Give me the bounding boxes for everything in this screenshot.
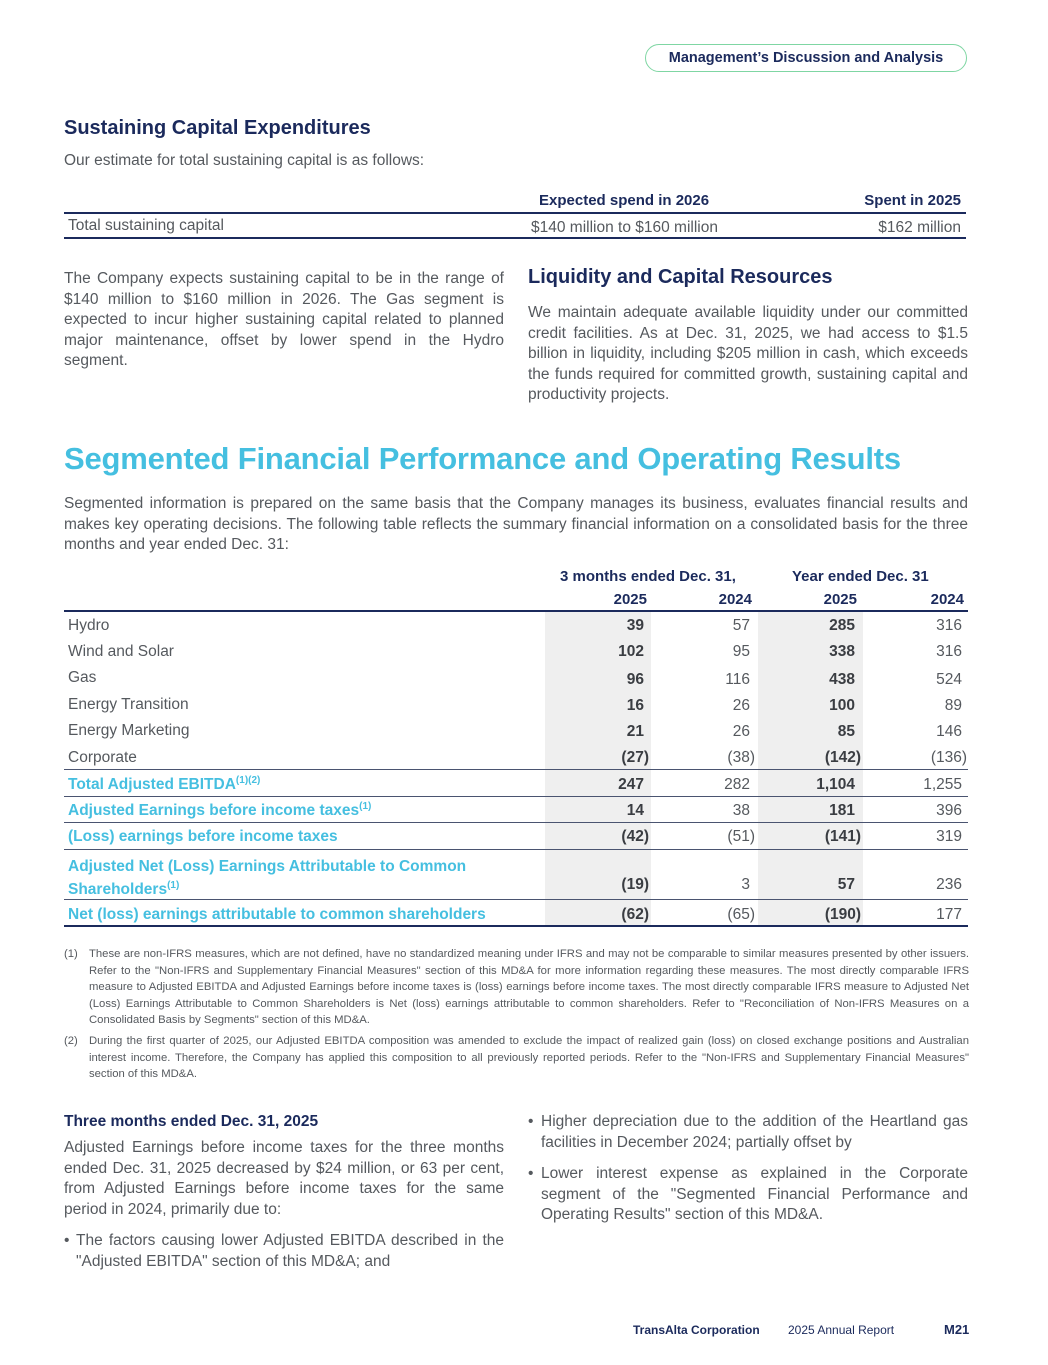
value-y2024: 1,255	[923, 776, 962, 793]
rule-after-adj-net	[64, 899, 968, 900]
value-y2024: 524	[936, 671, 962, 688]
sustaining-capital-intro: Our estimate for total sustaining capital is as follows:	[64, 152, 425, 169]
footnote-1-text: These are non-IFRS measures, which are not defined, have no standardized meaning under IFRS and may not be comparable to similar measures presented by other issuers. Refer to the "Non-IFRS and Supplementary Financial Measures" section of this MD&A for more information regarding these measures. The most directly comparable IFRS measure to Adjusted EBITDA and Adjusted Earnings before income taxes is (loss) earnings before income taxes. The most directly comparable IFRS measure to Adjusted Net (Loss) Earnings Attributable to Common Shareholders is Net (loss) earnings attributable to common shareholders. Refer to "Reconciliation of Non-IFRS Measures on a Consolidated Basis by Segments" section of this MD&A.	[89, 948, 969, 1026]
group-header-three-months: 3 months ended Dec. 31,	[560, 568, 736, 585]
three-months-body: Adjusted Earnings before income taxes for the three months ended Dec. 31, 2025 decreased by $24 million, or 63 per cent, from Adjusted Earnings before income taxes for the same period in 2024, primarily due to:	[64, 1139, 504, 1218]
value-q2025: 39	[626, 617, 644, 634]
row-label: Energy Marketing	[68, 722, 190, 739]
value-q2025: (27)	[621, 749, 649, 766]
footer-page-number: M21	[944, 1322, 970, 1337]
sustaining-row-spent: $162 million	[878, 219, 961, 236]
value-y2024: 146	[936, 723, 962, 740]
label-line-1: Adjusted Net (Loss) Earnings Attributable to Common	[68, 858, 467, 875]
bullet-dot: •	[64, 1232, 70, 1249]
segmented-title: Segmented Financial Performance and Operating Results	[64, 441, 901, 476]
footnote-ref: (1)	[359, 801, 372, 812]
value-q2025: 247	[618, 776, 644, 793]
value-q2025: 16	[626, 697, 644, 714]
bullet-dot: •	[528, 1165, 534, 1182]
row-label: Gas	[68, 669, 97, 686]
value-q2025: 14	[626, 802, 644, 819]
row-label: (Loss) earnings before income taxes	[68, 828, 338, 845]
row-label: Wind and Solar	[68, 643, 174, 660]
rule-before-total	[64, 769, 968, 770]
value-q2024: (65)	[727, 906, 755, 923]
right-bullet-2: Lower interest expense as explained in the Corporate segment of the "Segmented Financial Performance and Operating Results" section of this MD&A.	[541, 1165, 968, 1223]
row-label	[68, 775, 260, 794]
value-y2025: (190)	[824, 906, 861, 923]
value-q2024: 3	[741, 876, 750, 893]
row-label	[68, 857, 466, 899]
year-header-y2025: 2025	[823, 591, 857, 608]
value-q2024: 116	[725, 671, 750, 688]
value-q2025: 102	[618, 643, 644, 660]
segmented-table-top-rule	[64, 610, 968, 612]
value-q2024: (38)	[727, 749, 755, 766]
footnote-1-mark: (1)	[64, 948, 78, 960]
sustaining-row-expected: $140 million to $160 million	[531, 219, 718, 236]
value-q2025: (62)	[621, 906, 649, 923]
section-header-pill: Management’s Discussion and Analysis	[645, 44, 967, 72]
value-q2024: 38	[732, 802, 750, 819]
value-y2025: 181	[829, 802, 855, 819]
value-y2025: 57	[837, 876, 855, 893]
rule-after-total	[64, 796, 968, 797]
row-label: Energy Transition	[68, 696, 189, 713]
year-header-y2024: 2024	[930, 591, 964, 608]
col-expected-spend: Expected spend in 2026	[539, 192, 710, 209]
liquidity-title: Liquidity and Capital Resources	[528, 266, 833, 288]
year-header-q2024: 2024	[718, 591, 752, 608]
label-text: Total Adjusted EBITDA	[68, 776, 236, 794]
value-q2024: 282	[724, 776, 750, 793]
footer-report: 2025 Annual Report	[788, 1323, 895, 1337]
label-text: Adjusted Earnings before income taxes	[68, 802, 360, 820]
bullet-dot: •	[528, 1113, 534, 1130]
group-header-year: Year ended Dec. 31	[792, 568, 929, 585]
row-label: Hydro	[68, 617, 110, 634]
value-q2025: (19)	[621, 876, 649, 893]
sustaining-table-top-rule	[64, 212, 966, 214]
sustaining-table-bottom-rule	[64, 237, 966, 239]
sustaining-capital-title: Sustaining Capital Expenditures	[64, 117, 371, 139]
value-q2024: 95	[732, 643, 750, 660]
value-y2024: 89	[944, 697, 962, 714]
value-y2025: 100	[829, 697, 855, 714]
value-q2024: 57	[732, 617, 750, 634]
year-header-q2025: 2025	[613, 591, 647, 608]
row-label: Net (loss) earnings attributable to common shareholders	[68, 906, 486, 923]
value-y2025: 438	[829, 671, 855, 688]
value-y2024: 177	[936, 906, 962, 923]
footnote-ref: (1)(2)	[235, 775, 261, 786]
right-bullet-1: Higher depreciation due to the addition of the Heartland gas facilities in December 2024; partially offset by	[541, 1113, 968, 1151]
sustaining-row-label: Total sustaining capital	[68, 217, 224, 234]
rule-after-loss-earnings	[64, 849, 968, 850]
rule-after-adj-earnings	[64, 822, 968, 823]
left-bullet-1: The factors causing lower Adjusted EBITDA described in the "Adjusted EBITDA" section of this MD&A; and	[76, 1232, 504, 1270]
row-label: Corporate	[68, 749, 137, 766]
footnote-2-mark: (2)	[64, 1035, 78, 1047]
value-y2024: 236	[936, 876, 962, 893]
three-months-title: Three months ended Dec. 31, 2025	[64, 1113, 319, 1130]
value-q2025: (42)	[621, 828, 649, 845]
segmented-intro: Segmented information is prepared on the same basis that the Company manages its business, evaluates financial results and makes key operating decisions. The following table reflects the summary financial information on a consolidated basis for the three months and year ended Dec. 31:	[64, 495, 968, 553]
col-spent: Spent in 2025	[864, 192, 961, 209]
sustaining-capital-body: The Company expects sustaining capital to be in the range of $140 million to $160 million in 2026. The Gas segment is expected to incur higher sustaining capital related to planned major maintenance, offset by lower spend in the Hydro segment.	[64, 270, 504, 369]
value-y2025: 85	[837, 723, 855, 740]
label-text: Shareholders	[68, 881, 168, 899]
segmented-table-bottom-rule	[64, 925, 968, 927]
value-y2024: (136)	[930, 749, 967, 766]
liquidity-body: We maintain adequate available liquidity under our committed credit facilities. As at Dec. 31, 2025, we had access to $1.5 billion in liquidity, including $205 million in cash, which exceeds the funds required for committed growth, sustaining capital and productivity projects.	[528, 304, 968, 403]
value-y2025: 285	[829, 617, 855, 634]
value-y2024: 396	[936, 802, 962, 819]
value-y2024: 316	[936, 643, 962, 660]
footnote-ref: (1)	[167, 880, 180, 891]
value-q2024: 26	[732, 697, 750, 714]
value-y2025: 338	[829, 643, 855, 660]
row-label	[68, 801, 371, 820]
value-y2024: 316	[936, 617, 962, 634]
footer-company: TransAlta Corporation	[633, 1323, 760, 1337]
value-q2025: 21	[626, 723, 644, 740]
value-y2024: 319	[936, 828, 962, 845]
value-q2024: (51)	[727, 828, 755, 845]
value-q2025: 96	[626, 671, 644, 688]
label-line-2	[68, 876, 466, 899]
value-q2024: 26	[732, 723, 750, 740]
value-y2025: 1,104	[816, 776, 855, 793]
value-y2025: (142)	[824, 749, 861, 766]
footnote-2-text: During the first quarter of 2025, our Adjusted EBITDA composition was amended to exclude the impact of realized gain (loss) on closed exchange positions and Australian interest income. Therefore, the Company has applied this composition to all previously reported periods. Refer to the "Non-IFRS and Supplementary Financial Measures" section of this MD&A.	[89, 1035, 969, 1080]
value-y2025: (141)	[824, 828, 861, 845]
